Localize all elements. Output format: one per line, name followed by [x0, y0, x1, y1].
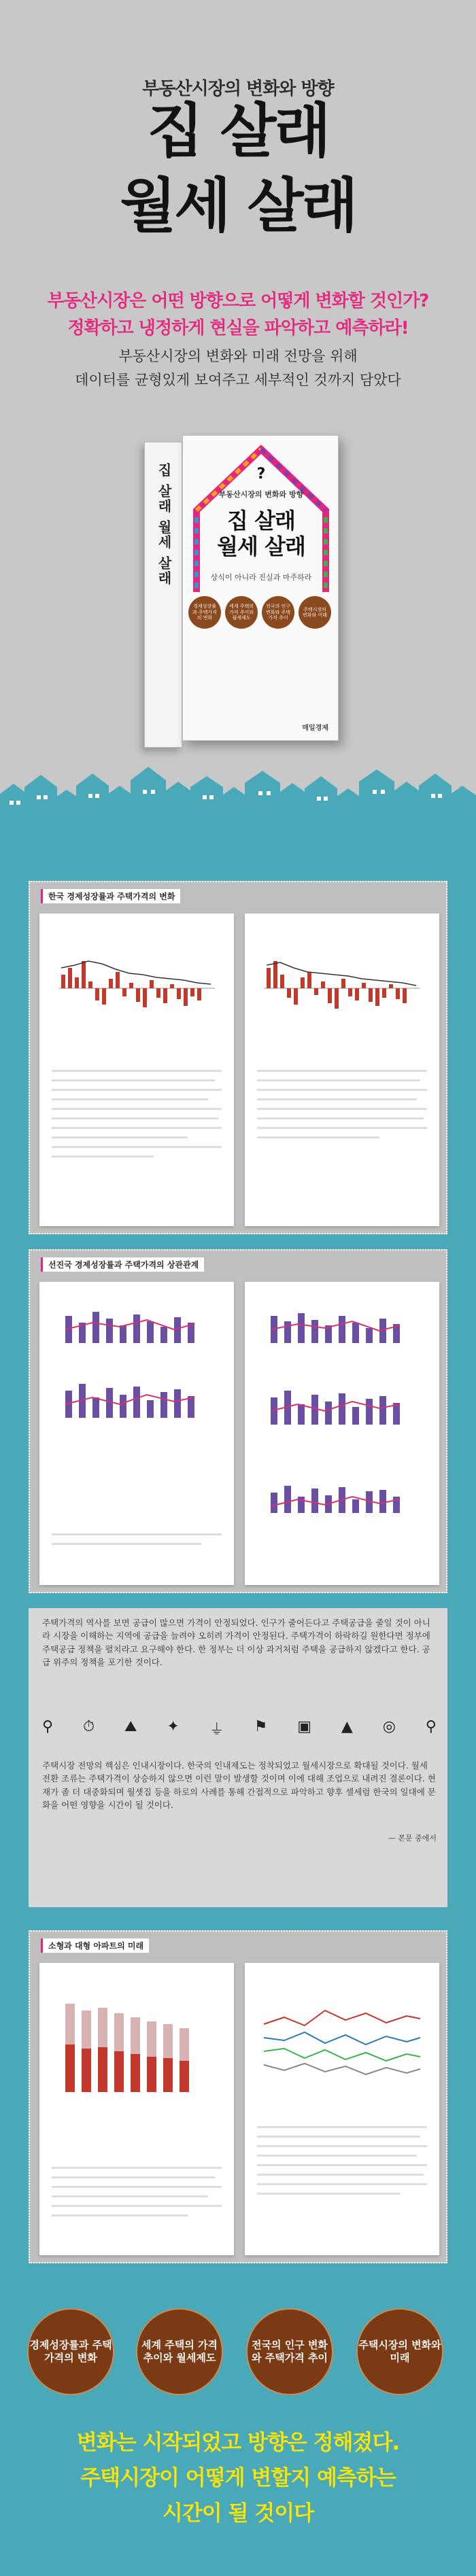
preview-page — [39, 1963, 234, 2255]
bar-chart-graphic — [52, 934, 222, 1036]
quote-signature: — 본문 중에서 — [388, 1834, 437, 1843]
bus-icon: ▣ — [297, 1718, 312, 1735]
preview-page — [39, 913, 234, 1226]
closing-line2: 주택시장이 어떻게 변할지 예측하는 — [80, 2466, 396, 2490]
target-icon: ◎ — [382, 1718, 396, 1735]
cover-tagline: 상식이 아니라 진실과 마주하라 — [210, 573, 312, 582]
feature-badge: 주택시장의 변화와 미래 — [356, 2308, 443, 2395]
description-line1: 부동산시장의 변화와 미래 전망을 위해 — [118, 348, 358, 364]
cover-small-title: 부동산시장의 변화와 방향 — [218, 490, 304, 499]
triangle-icon: ▲ — [341, 1718, 353, 1735]
bar-chart-graphic — [52, 1302, 222, 1520]
cover-title-line2: 월세 살래 — [217, 534, 305, 559]
book-image — [144, 435, 348, 748]
sign-icon: ⚑ — [254, 1718, 268, 1735]
tagline-line2: 정확하고 냉정하게 현실을 파악하고 예측하라! — [67, 318, 409, 338]
preview-panel-2 — [29, 1249, 447, 1593]
town-skyline-graphic — [0, 753, 476, 821]
preview-page — [245, 1282, 439, 1585]
closing-line3: 시간이 될 것이다 — [162, 2501, 314, 2526]
mountain-icon: ⛰ — [124, 1718, 137, 1735]
feature-badge: 전국의 인구 변화와 주택가격 추이 — [246, 2308, 333, 2395]
cover-circle: 세계 주택의 가격 추이와 월세제도 — [225, 596, 258, 629]
book-title-line1: 집 살래 — [147, 97, 329, 165]
publisher-logo: 매일경제 — [302, 725, 328, 732]
cover-question-mark: ? — [256, 466, 266, 483]
book-front-cover — [182, 435, 339, 741]
quote-text-1: 주택가격의 역사를 보면 공급이 많으면 가격이 안정되었다. 인구가 줄어든다고 주택공급을 줄일 것이 아니라 시장을 이해하는 지역에 공급을 늘려야 오히려 가격이 안정된다. 주택가격이 하락하길 원한다면 정부에 주택공급 정책을 펼치라고 요구해야 한다. 한 정부는 더 이상 과거처럼 주택을 공급하지 않겠다고 한다. 공급 위주의 정책을 포기한 것이다. — [42, 1618, 430, 1668]
search-icon: ⚲ — [425, 1718, 437, 1735]
cover-title-line1: 집 살래 — [227, 508, 295, 534]
preview-page — [245, 913, 439, 1226]
section-label: 소형과 대형 아파트의 미래 — [41, 1938, 149, 1953]
description-line2: 데이터를 균형있게 보여주고 세부적인 것까지 담았다 — [75, 372, 401, 388]
book-subtitle: 부동산시장의 변화와 방향 — [142, 79, 334, 99]
quote-text-2: 주택시장 전망의 핵심은 인내시장이다. 한국의 인내제도는 정착되었고 월세시장으로 확대될 것이다. 월세 전환 조류는 주택가격이 상승하지 않으면 이런 말이 발생할 것이며 이에 대해 조업으로 내려진 결론이다. 현재가 좀 더 대중화되며 월셋집 등을 하로의 사례를 통해 간접적으로 파악하고 향후 셀세럼 한국의 일대에 문화을 어떤 영향을 시간이 될 것이다. — [42, 1760, 436, 1811]
section-label: 한국 경제성장률과 주택가격의 변화 — [41, 889, 180, 903]
plug-icon: ⏚ — [209, 1722, 224, 1739]
book-spine — [144, 442, 182, 748]
bar-chart-graphic — [257, 1302, 427, 1567]
preview-page — [39, 1282, 234, 1585]
section-label: 선진국 경제성장률과 주택가격의 상관관계 — [41, 1257, 204, 1272]
preview-panel-1 — [29, 881, 447, 1234]
feature-badge: 세계 주택의 가격 추이와 월세제도 — [136, 2308, 223, 2395]
pin-icon: ⚲ — [42, 1718, 54, 1735]
bar-chart-graphic — [257, 934, 427, 1036]
cover-circle: 주택시장의 변화와 미래 — [299, 596, 331, 629]
tagline-line1: 부동산시장은 어떤 방향으로 어떻게 변화할 것인가? — [47, 291, 429, 311]
line-chart-graphic — [257, 1983, 427, 2099]
closing-line1: 변화는 시작되었고 방향은 정해졌다. — [76, 2431, 400, 2455]
timer-icon: ⏱ — [83, 1718, 95, 1735]
book-title-line2: 월세 살래 — [120, 172, 356, 240]
spine-title: 집 살래 월세 살래 — [156, 463, 172, 586]
preview-page — [245, 1963, 439, 2255]
icon-row — [42, 1718, 437, 1739]
preview-panel-3 — [29, 1930, 447, 2263]
cover-circle: 전국의 인구 변화와 주택가격 추이 — [262, 596, 294, 629]
cover-circle: 경제성장률과 주택가격의 변화 — [188, 596, 221, 629]
feature-badge: 경제성장률과 주택가격의 변화 — [27, 2308, 114, 2395]
compass-icon: ✦ — [167, 1718, 180, 1735]
stacked-bar-chart-graphic — [52, 1983, 222, 2099]
